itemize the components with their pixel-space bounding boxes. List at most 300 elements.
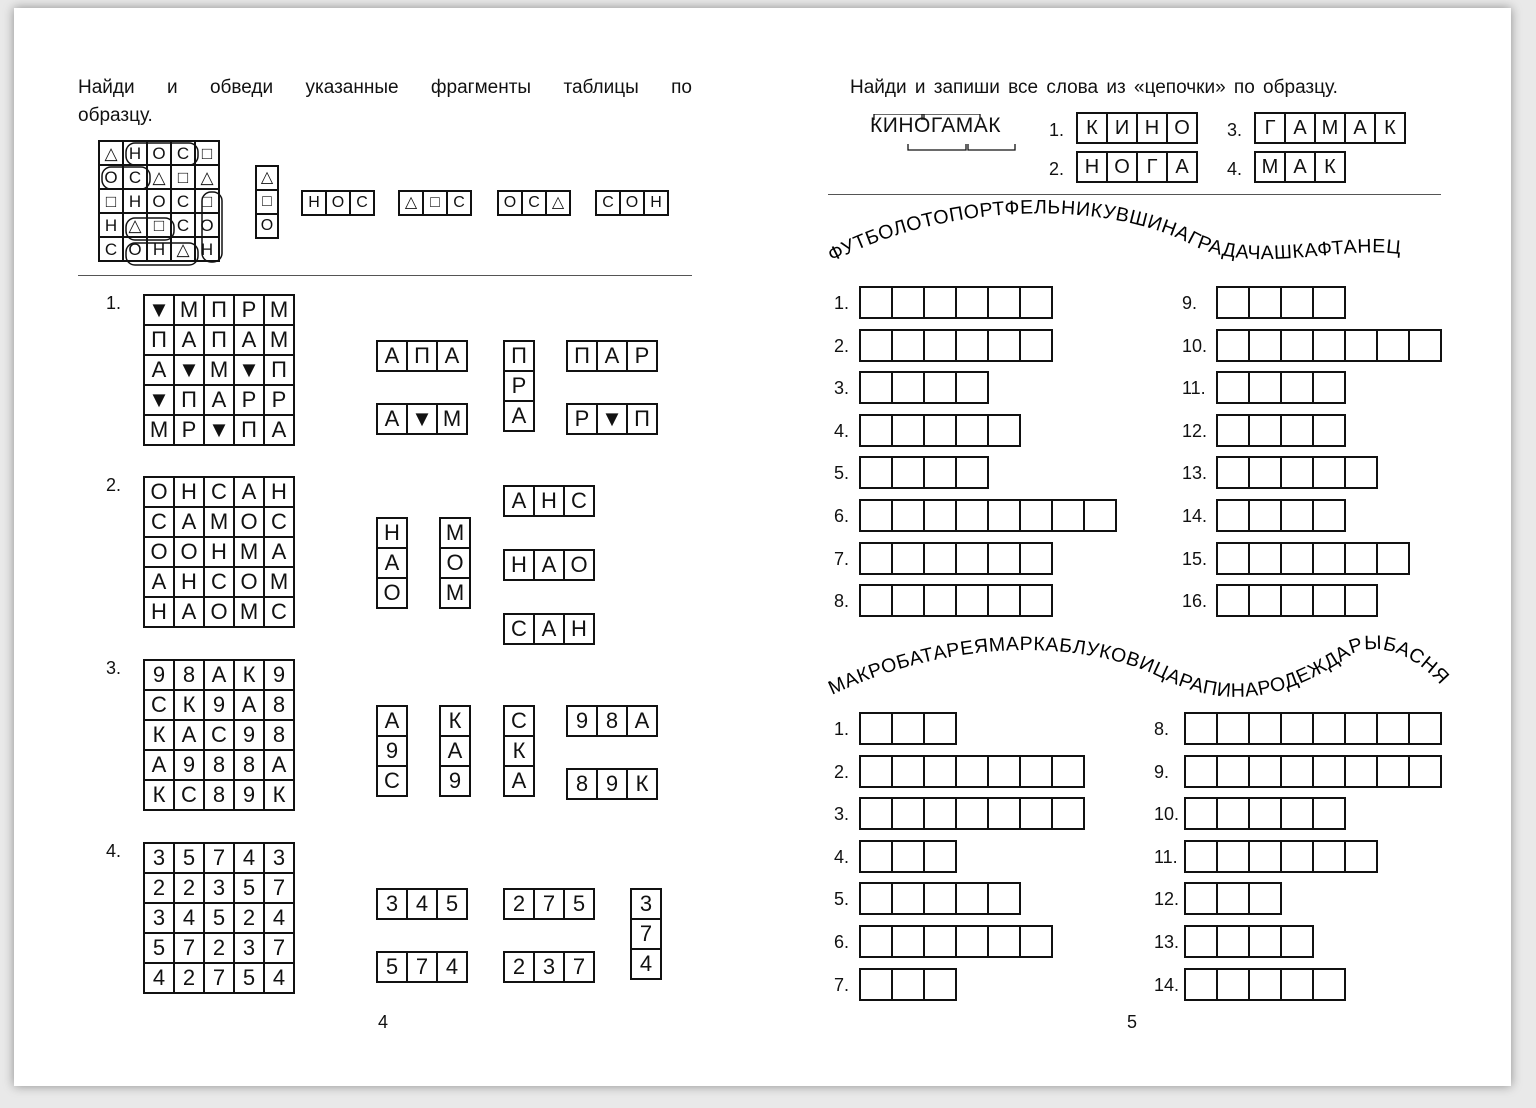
letter-cell: Н (645, 192, 669, 216)
answer-box[interactable] (1282, 373, 1314, 404)
answer-box[interactable] (1314, 288, 1346, 319)
answer-box[interactable] (861, 927, 893, 958)
answer-boxes[interactable] (1216, 286, 1346, 319)
answer-box[interactable] (861, 970, 893, 1001)
answer-box[interactable] (1314, 799, 1346, 830)
answer-boxes[interactable] (859, 840, 957, 873)
answer-row-number: 13. (1154, 932, 1180, 952)
exercise-fragment (439, 705, 471, 797)
letter-cell: С (205, 478, 235, 508)
letter-cell: О (145, 478, 175, 508)
letter-cell: С (100, 238, 124, 262)
letter-cell: С (351, 192, 375, 216)
letter-cell: С (597, 192, 621, 216)
answer-box[interactable] (1314, 714, 1346, 745)
letter-cell: 9 (235, 721, 265, 751)
letter-cell: А (378, 549, 408, 579)
letter-cell: △ (100, 142, 124, 166)
letter-cell: Г (1256, 114, 1286, 144)
answer-box[interactable] (893, 501, 925, 532)
letter-cell: 4 (145, 964, 175, 994)
answer-boxes[interactable] (1216, 414, 1346, 447)
answer-box[interactable] (957, 586, 989, 617)
answer-row-number: 4. (834, 846, 850, 867)
answer-box[interactable] (1282, 842, 1314, 873)
answer-box[interactable] (861, 799, 893, 830)
answer-box[interactable] (893, 927, 925, 958)
answer-boxes[interactable] (1216, 542, 1410, 575)
letter-cell: Р (235, 296, 265, 326)
letter-cell: С (565, 487, 595, 517)
answer-box[interactable] (1186, 842, 1218, 873)
answer-box[interactable] (893, 714, 925, 745)
answer-box[interactable] (1250, 501, 1282, 532)
letter-cell: Н (505, 551, 535, 581)
answer-box[interactable] (1021, 544, 1053, 575)
letter-cell: △ (257, 167, 279, 191)
letter-cell: К (235, 661, 265, 691)
letter-cell: 8 (235, 751, 265, 781)
answer-box[interactable] (893, 586, 925, 617)
answer-box[interactable] (1218, 331, 1250, 362)
answer-box[interactable] (1346, 714, 1378, 745)
answer-box[interactable] (1250, 927, 1282, 958)
exercise-grid (143, 294, 295, 446)
answer-box[interactable] (1282, 288, 1314, 319)
answer-box[interactable] (1314, 757, 1346, 788)
answer-box[interactable] (1021, 331, 1053, 362)
answer-box[interactable] (957, 331, 989, 362)
letter-cell: Р (628, 342, 658, 372)
answer-box[interactable] (1021, 586, 1053, 617)
answer-box[interactable] (1218, 586, 1250, 617)
letter-cell: С (124, 166, 148, 190)
exercise-number: 4. (106, 841, 122, 861)
answer-box[interactable] (1186, 757, 1218, 788)
letter-cell: С (378, 767, 408, 797)
answer-boxes[interactable] (1184, 925, 1314, 958)
answer-boxes[interactable] (859, 755, 1085, 788)
example-fragment (595, 190, 669, 216)
sample-answer-word (1076, 151, 1198, 183)
answer-box[interactable] (925, 842, 957, 873)
answer-box[interactable] (925, 714, 957, 745)
answer-box[interactable] (1250, 842, 1282, 873)
letter-cell: 9 (205, 691, 235, 721)
letter-cell: △ (547, 192, 571, 216)
answer-box[interactable] (925, 373, 957, 404)
answer-box[interactable] (893, 970, 925, 1001)
answer-box[interactable] (1218, 714, 1250, 745)
answer-box[interactable] (1021, 288, 1053, 319)
letter-cell: О (235, 568, 265, 598)
answer-box[interactable] (1282, 416, 1314, 447)
answer-box[interactable] (1250, 884, 1282, 915)
letter-cell: 9 (145, 661, 175, 691)
letter-cell: 8 (265, 721, 295, 751)
answer-box[interactable] (957, 458, 989, 489)
answer-boxes[interactable] (1184, 797, 1346, 830)
answer-box[interactable] (1250, 288, 1282, 319)
answer-box[interactable] (1314, 842, 1346, 873)
letter-cell: К (265, 781, 295, 811)
letter-cell: 5 (235, 874, 265, 904)
answer-box[interactable] (893, 799, 925, 830)
answer-box[interactable] (1346, 842, 1378, 873)
exercise-fragment (503, 888, 595, 920)
answer-box[interactable] (893, 288, 925, 319)
answer-box[interactable] (893, 842, 925, 873)
answer-boxes[interactable] (1184, 712, 1442, 745)
letter-cell: П (265, 356, 295, 386)
letter-cell: 4 (408, 890, 438, 920)
answer-box[interactable] (989, 544, 1021, 575)
answer-row-number: 14. (1182, 506, 1208, 526)
answer-box[interactable] (861, 586, 893, 617)
answer-box[interactable] (1282, 586, 1314, 617)
answer-box[interactable] (1250, 458, 1282, 489)
answer-boxes[interactable] (1216, 499, 1346, 532)
letter-cell: П (145, 326, 175, 356)
letter-cell: 3 (145, 904, 175, 934)
answer-boxes[interactable] (1184, 840, 1378, 873)
answer-box[interactable] (1314, 416, 1346, 447)
letter-cell: 8 (568, 770, 598, 800)
letter-cell: А (145, 356, 175, 386)
answer-box[interactable] (1282, 799, 1314, 830)
letter-cell: Н (175, 478, 205, 508)
answer-box[interactable] (925, 586, 957, 617)
answer-row-number: 3. (834, 378, 850, 399)
answer-box[interactable] (861, 842, 893, 873)
answer-box[interactable] (861, 458, 893, 489)
answer-box[interactable] (957, 927, 989, 958)
answer-box[interactable] (1218, 970, 1250, 1001)
chain1-arc (814, 198, 1474, 288)
answer-box[interactable] (1053, 757, 1085, 788)
answer-boxes[interactable] (859, 797, 1085, 830)
answer-box[interactable] (1186, 884, 1218, 915)
letter-cell: А (205, 661, 235, 691)
exercise-number: 1. (106, 293, 122, 313)
answer-box[interactable] (893, 544, 925, 575)
answer-box[interactable] (925, 757, 957, 788)
letter-cell: Н (378, 519, 408, 549)
answer-box[interactable] (1282, 458, 1314, 489)
answer-box[interactable] (957, 544, 989, 575)
answer-boxes[interactable] (1216, 329, 1442, 362)
answer-boxes[interactable] (1184, 755, 1442, 788)
answer-boxes[interactable] (1216, 456, 1378, 489)
answer-box[interactable] (1282, 927, 1314, 958)
letter-cell: П (205, 326, 235, 356)
answer-box[interactable] (1021, 927, 1053, 958)
letter-cell: А (265, 751, 295, 781)
answer-box[interactable] (957, 288, 989, 319)
answer-box[interactable] (1021, 757, 1053, 788)
letter-cell: А (235, 478, 265, 508)
answer-box[interactable] (861, 884, 893, 915)
answer-boxes[interactable] (1184, 882, 1282, 915)
answer-box[interactable] (1186, 927, 1218, 958)
answer-box[interactable] (1314, 970, 1346, 1001)
letter-cell: О (205, 598, 235, 628)
answer-box[interactable] (957, 799, 989, 830)
answer-box[interactable] (1378, 331, 1410, 362)
letter-cell: А (175, 508, 205, 538)
answer-box[interactable] (1378, 544, 1410, 575)
answer-box[interactable] (1250, 544, 1282, 575)
answer-box[interactable] (861, 544, 893, 575)
book-spread (14, 8, 1511, 1086)
letter-cell: 9 (378, 737, 408, 767)
answer-box[interactable] (893, 331, 925, 362)
letter-cell: Р (235, 386, 265, 416)
exercise-fragment (376, 340, 468, 372)
answer-box[interactable] (1378, 714, 1410, 745)
answer-row-number: 3. (834, 804, 850, 825)
exercise-grid (143, 659, 295, 811)
answer-row-number: 12. (1154, 889, 1180, 910)
answer-boxes[interactable] (859, 584, 1053, 617)
answer-box[interactable] (1218, 373, 1250, 404)
answer-box[interactable] (989, 288, 1021, 319)
answer-box[interactable] (1346, 586, 1378, 617)
answer-box[interactable] (1346, 458, 1378, 489)
answer-row-number: 9. (1182, 293, 1198, 313)
answer-box[interactable] (957, 373, 989, 404)
answer-box[interactable] (957, 501, 989, 532)
letter-cell: ▼ (598, 405, 628, 435)
answer-box[interactable] (1346, 331, 1378, 362)
answer-box[interactable] (1186, 970, 1218, 1001)
answer-row-number: 15. (1182, 548, 1208, 569)
answer-box[interactable] (1346, 544, 1378, 575)
answer-box[interactable] (1282, 714, 1314, 745)
letter-cell: 4 (265, 904, 295, 934)
answer-box[interactable] (1314, 586, 1346, 617)
letter-cell: 2 (205, 934, 235, 964)
answer-box[interactable] (989, 331, 1021, 362)
answer-box[interactable] (1314, 458, 1346, 489)
answer-box[interactable] (1218, 458, 1250, 489)
answer-box[interactable] (1282, 544, 1314, 575)
answer-box[interactable] (1282, 757, 1314, 788)
letter-cell: К (441, 707, 471, 737)
letter-cell: 5 (565, 890, 595, 920)
answer-boxes[interactable] (859, 414, 1021, 447)
answer-box[interactable] (1218, 757, 1250, 788)
letter-cell: Н (1138, 114, 1168, 144)
answer-boxes[interactable] (859, 286, 1053, 319)
answer-box[interactable] (1250, 373, 1282, 404)
answer-box[interactable] (1250, 416, 1282, 447)
answer-row-number: 6. (834, 506, 850, 526)
letter-cell: 4 (235, 844, 265, 874)
answer-box[interactable] (1282, 331, 1314, 362)
answer-box[interactable] (1378, 757, 1410, 788)
answer-box[interactable] (1346, 757, 1378, 788)
answer-box[interactable] (925, 458, 957, 489)
answer-row-number: 10. (1182, 335, 1208, 356)
answer-box[interactable] (989, 884, 1021, 915)
answer-row-number: 1. (834, 719, 850, 739)
letter-cell: Н (175, 568, 205, 598)
answer-box[interactable] (925, 288, 957, 319)
answer-box[interactable] (1053, 501, 1085, 532)
answer-box[interactable] (1250, 331, 1282, 362)
answer-box[interactable] (1410, 757, 1442, 788)
letter-cell: А (175, 598, 205, 628)
answer-box[interactable] (1314, 544, 1346, 575)
letter-cell: К (1316, 153, 1346, 183)
letter-cell: С (505, 615, 535, 645)
answer-box[interactable] (1314, 501, 1346, 532)
answer-box[interactable] (957, 416, 989, 447)
letter-cell: С (172, 190, 196, 214)
answer-box[interactable] (1218, 544, 1250, 575)
answer-row-number: 7. (834, 974, 850, 995)
answer-boxes[interactable] (859, 329, 1053, 362)
answer-box[interactable] (1250, 586, 1282, 617)
letter-cell: М (1256, 153, 1286, 183)
letter-cell: 2 (175, 874, 205, 904)
letter-cell: П (568, 342, 598, 372)
answer-box[interactable] (925, 927, 957, 958)
answer-boxes[interactable] (859, 456, 989, 489)
example-fragment (497, 190, 571, 216)
answer-row-number: 2. (834, 335, 850, 356)
answer-row-number: 8. (834, 591, 850, 612)
answer-box[interactable] (1282, 970, 1314, 1001)
answer-box[interactable] (1218, 501, 1250, 532)
letter-cell: М (265, 568, 295, 598)
answer-box[interactable] (893, 884, 925, 915)
answer-box[interactable] (1410, 331, 1442, 362)
answer-box[interactable] (925, 331, 957, 362)
answer-box[interactable] (861, 331, 893, 362)
answer-boxes[interactable] (859, 371, 989, 404)
answer-box[interactable] (1218, 416, 1250, 447)
letter-cell: С (205, 568, 235, 598)
letter-cell: Р (505, 372, 535, 402)
letter-cell: 8 (205, 751, 235, 781)
answer-box[interactable] (957, 757, 989, 788)
answer-box[interactable] (925, 544, 957, 575)
answer-box[interactable] (893, 458, 925, 489)
answer-box[interactable] (989, 501, 1021, 532)
sample-answer-number: 2. (1049, 159, 1065, 179)
answer-box[interactable] (893, 757, 925, 788)
answer-box[interactable] (861, 416, 893, 447)
answer-box[interactable] (1218, 927, 1250, 958)
letter-cell: С (448, 192, 472, 216)
answer-box[interactable] (1218, 288, 1250, 319)
answer-box[interactable] (989, 799, 1021, 830)
letter-cell: М (265, 296, 295, 326)
answer-box[interactable] (1085, 501, 1117, 532)
answer-box[interactable] (1314, 373, 1346, 404)
answer-box[interactable] (861, 757, 893, 788)
answer-box[interactable] (925, 884, 957, 915)
answer-box[interactable] (1250, 970, 1282, 1001)
answer-boxes[interactable] (859, 925, 1053, 958)
answer-box[interactable] (893, 416, 925, 447)
answer-box[interactable] (861, 373, 893, 404)
answer-box[interactable] (1186, 799, 1218, 830)
answer-box[interactable] (989, 757, 1021, 788)
letter-cell: П (175, 386, 205, 416)
answer-box[interactable] (925, 799, 957, 830)
answer-box[interactable] (861, 288, 893, 319)
answer-box[interactable] (1021, 799, 1053, 830)
letter-cell: ▼ (145, 386, 175, 416)
letter-cell: 2 (145, 874, 175, 904)
answer-row-number: 8. (1154, 719, 1170, 739)
answer-boxes[interactable] (859, 968, 957, 1001)
answer-box[interactable] (1218, 842, 1250, 873)
answer-box[interactable] (925, 416, 957, 447)
letter-cell: А (505, 402, 535, 432)
answer-boxes[interactable] (1216, 371, 1346, 404)
sample-chain-text: КИНОГАМАК (870, 114, 1002, 137)
answer-box[interactable] (957, 884, 989, 915)
letter-cell: 5 (145, 934, 175, 964)
exercise-fragment (566, 768, 658, 800)
answer-box[interactable] (893, 373, 925, 404)
exercise-number: 2. (106, 475, 122, 495)
answer-box[interactable] (861, 501, 893, 532)
letter-cell: Н (145, 598, 175, 628)
letter-cell: М (235, 538, 265, 568)
answer-box[interactable] (989, 927, 1021, 958)
exercise-fragment (376, 888, 468, 920)
letter-cell: 7 (632, 920, 662, 950)
answer-boxes[interactable] (859, 542, 1053, 575)
letter-cell: 3 (378, 890, 408, 920)
answer-boxes[interactable] (1216, 584, 1378, 617)
answer-box[interactable] (1218, 884, 1250, 915)
answer-boxes[interactable] (859, 499, 1117, 532)
answer-box[interactable] (989, 416, 1021, 447)
answer-box[interactable] (1250, 799, 1282, 830)
letter-cell: 7 (565, 953, 595, 983)
letter-cell: П (408, 342, 438, 372)
answer-boxes[interactable] (859, 882, 1021, 915)
answer-box[interactable] (925, 501, 957, 532)
letter-cell: М (441, 579, 471, 609)
answer-row-number: 11. (1154, 846, 1178, 867)
letter-cell: О (378, 579, 408, 609)
answer-box[interactable] (1053, 799, 1085, 830)
letter-cell: □ (196, 190, 220, 214)
answer-box[interactable] (1186, 714, 1218, 745)
answer-box[interactable] (1021, 501, 1053, 532)
answer-box[interactable] (1410, 714, 1442, 745)
answer-box[interactable] (925, 970, 957, 1001)
answer-boxes[interactable] (1184, 968, 1346, 1001)
answer-boxes[interactable] (859, 712, 957, 745)
answer-box[interactable] (1250, 757, 1282, 788)
answer-box[interactable] (1250, 714, 1282, 745)
letter-cell: Р (265, 386, 295, 416)
answer-box[interactable] (1314, 331, 1346, 362)
answer-box[interactable] (861, 714, 893, 745)
answer-box[interactable] (1218, 799, 1250, 830)
answer-box[interactable] (1282, 501, 1314, 532)
letter-cell: А (235, 691, 265, 721)
answer-box[interactable] (989, 586, 1021, 617)
